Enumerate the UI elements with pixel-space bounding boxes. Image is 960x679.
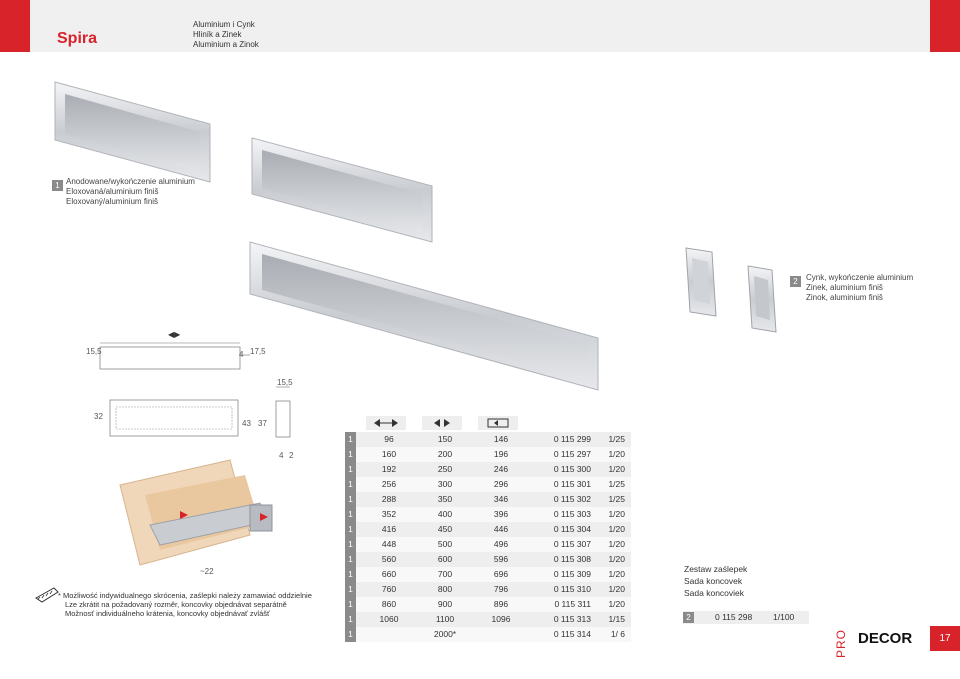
hole-spacing-cell: 448 (381, 539, 397, 549)
page-number: 17 (930, 626, 960, 651)
table-row (345, 507, 631, 522)
dimension-label: 15,5 (277, 378, 293, 387)
row-number: 1 (345, 627, 356, 642)
cutout-cell: 896 (493, 599, 509, 609)
cutout-cell: 496 (493, 539, 509, 549)
row-number: 1 (345, 492, 356, 507)
hole-spacing-cell: 288 (381, 494, 397, 504)
article-code-cell: 0 115 297 (553, 449, 591, 459)
cutout-cell: 296 (493, 479, 509, 489)
row-number: 1 (345, 447, 356, 462)
row-number: 1 (345, 462, 356, 477)
pack-cell: 1/25 (608, 434, 625, 444)
finish-1-line: Eloxovaná/aluminium finiš (66, 187, 159, 196)
pack-cell: 1/20 (608, 509, 625, 519)
pack-cell: 1/20 (608, 464, 625, 474)
dimension-label: 43 (242, 419, 251, 428)
row-number: 1 (345, 507, 356, 522)
material-line: Aluminium a Zinok (193, 40, 259, 49)
installation-illustration (110, 455, 300, 575)
endcap-set-line: Sada koncoviek (684, 588, 745, 598)
finish-1-line: Anodowane/wykończenie aluminium (66, 177, 195, 186)
pack-cell: 1/20 (608, 554, 625, 564)
article-code-cell: 0 115 309 (553, 569, 591, 579)
endcap-set-line: Sada koncovek (684, 576, 743, 586)
hole-spacing-icon (366, 416, 406, 430)
end-cap-photo-1 (686, 248, 716, 316)
length-cell: 2000* (433, 629, 457, 639)
length-cell: 300 (437, 479, 453, 489)
table-row (345, 627, 631, 642)
cutout-length-icon (478, 416, 518, 430)
table-row (345, 567, 631, 582)
finish-2-line: Zinok, aluminium finiš (806, 293, 883, 302)
dimension-label: 17,5 (250, 347, 266, 356)
hole-spacing-cell: 192 (381, 464, 397, 474)
pack-cell: 1/20 (608, 569, 625, 579)
row-number: 1 (345, 597, 356, 612)
table-row (345, 597, 631, 612)
hole-spacing-cell: 160 (381, 449, 397, 459)
table-row (345, 582, 631, 597)
article-code-cell: 0 115 301 (553, 479, 591, 489)
row-number: 1 (345, 567, 356, 582)
hole-spacing-cell: 560 (381, 554, 397, 564)
cutout-cell: 346 (493, 494, 509, 504)
length-cell: 900 (437, 599, 453, 609)
hole-spacing-cell: 760 (381, 584, 397, 594)
hole-spacing-cell: 860 (381, 599, 397, 609)
dimension-label: 4 (279, 451, 284, 460)
length-cell: 800 (437, 584, 453, 594)
article-code-cell: 0 115 307 (553, 539, 591, 549)
cutout-cell: 596 (493, 554, 509, 564)
article-code-cell: 0 115 302 (553, 494, 591, 504)
dimension-label: ~22 (200, 567, 214, 576)
dimension-label: 2 (289, 451, 294, 460)
length-cell: 150 (437, 434, 453, 444)
table-row (345, 492, 631, 507)
svg-text:◀▶: ◀▶ (168, 330, 181, 339)
handle-medium-photo (252, 138, 432, 242)
hole-spacing-cell: 660 (381, 569, 397, 579)
row-number: 1 (345, 522, 356, 537)
cutout-cell: 796 (493, 584, 509, 594)
table-row (345, 522, 631, 537)
hole-spacing-cell: 1060 (379, 614, 399, 624)
header-red-block-right (930, 0, 960, 52)
article-code-cell: 0 115 303 (553, 509, 591, 519)
handle-small-photo (55, 82, 210, 182)
header-length (422, 416, 462, 430)
table-row (345, 462, 631, 477)
article-code-cell: 0 115 314 (553, 629, 591, 639)
page-title: Spira (57, 30, 98, 47)
article-code-cell: 0 115 310 (553, 584, 591, 594)
technical-drawing (80, 325, 310, 465)
article-code-cell: 0 115 311 (554, 599, 591, 609)
table-row (345, 447, 631, 462)
endcap-code: 0 115 298 (715, 612, 753, 622)
header-hole-spacing (366, 416, 406, 430)
length-cell: 450 (437, 524, 453, 534)
pack-cell: 1/15 (608, 614, 625, 624)
length-cell: 700 (437, 569, 453, 579)
length-cell: 400 (437, 509, 453, 519)
row-number: 1 (345, 537, 356, 552)
hole-spacing-cell: 416 (381, 524, 397, 534)
material-line: Aluminium i Cynk (193, 20, 255, 29)
article-code-cell: 0 115 299 (553, 434, 591, 444)
row-number: 1 (345, 552, 356, 567)
length-cell: 500 (437, 539, 453, 549)
table-row (345, 537, 631, 552)
dimension-label: 37 (258, 419, 267, 428)
finish-number-badge: 1 (52, 180, 63, 191)
header-red-block-left (0, 0, 30, 52)
hole-spacing-cell: 96 (384, 434, 394, 444)
dimension-label: 15,5 (86, 347, 102, 356)
length-arrow-icon (422, 416, 462, 430)
end-cap-photo-2 (748, 266, 776, 332)
row-number: 1 (345, 612, 356, 627)
row-number: 1 (345, 477, 356, 492)
article-code-cell: 0 115 304 (553, 524, 591, 534)
length-cell: 350 (437, 494, 453, 504)
article-code-cell: 0 115 308 (553, 554, 591, 564)
pack-cell: 1/25 (608, 479, 625, 489)
article-code-cell: 0 115 300 (553, 464, 591, 474)
endcap-row (683, 611, 809, 624)
cutout-cell: 696 (493, 569, 509, 579)
table-row (345, 432, 631, 447)
table-row (345, 477, 631, 492)
dimension-label: 32 (94, 412, 103, 421)
cutout-cell (481, 627, 521, 642)
table-row (345, 612, 631, 627)
note-line: Lze zkrátit na požadovaný rozměr, koncovky objednávat separátně (65, 600, 287, 609)
pack-cell: 1/20 (608, 449, 625, 459)
cutout-cell: 196 (493, 449, 509, 459)
endcap-set-line: Zestaw zaślepek (684, 564, 748, 574)
cutout-cell: 446 (493, 524, 509, 534)
cutout-cell: 1096 (491, 614, 511, 624)
table-row (345, 552, 631, 567)
length-cell: 200 (437, 449, 453, 459)
row-number: 1 (345, 582, 356, 597)
note-line: Možnosť individuálneho krátenia, koncovky objednávať zvlášť (65, 609, 270, 618)
hole-spacing-cell: 256 (381, 479, 397, 489)
header-bar (30, 0, 930, 52)
brand-pro: PRO (834, 629, 848, 659)
brand-logo: DECOR (858, 630, 913, 647)
pack-cell: 1/20 (608, 539, 625, 549)
cutout-cell: 396 (493, 509, 509, 519)
length-cell: 1100 (435, 614, 455, 624)
pack-cell: 1/20 (608, 599, 625, 609)
pack-cell: 1/20 (608, 584, 625, 594)
finish-2-line: Zinek, aluminium finiš (806, 283, 883, 292)
dimension-label: 4 (239, 350, 244, 359)
article-code-cell: 0 115 313 (553, 614, 591, 624)
finish-2-line: Cynk, wykończenie aluminium (806, 273, 914, 282)
pack-cell: 1/20 (608, 524, 625, 534)
hole-spacing-cell: 352 (381, 509, 397, 519)
pack-cell: 1/25 (608, 494, 625, 504)
cutout-cell: 146 (493, 434, 509, 444)
length-cell: 250 (437, 464, 453, 474)
finish-1-line: Eloxovaný/aluminium finiš (66, 197, 159, 206)
material-line: Hliník a Zinek (193, 30, 242, 39)
endcap-pack: 1/100 (773, 612, 795, 622)
length-cell: 600 (437, 554, 453, 564)
hole-spacing-cell (369, 627, 409, 642)
header-cutout (478, 416, 518, 430)
pack-cell: 1/ 6 (610, 629, 625, 639)
finish-number-badge: 2 (683, 612, 694, 623)
note-line: * Możliwość indywidualnego skrócenia, zaślepki należy zamawiać oddzielnie (58, 591, 312, 600)
finish-number-badge: 2 (790, 276, 801, 287)
row-number: 1 (345, 432, 356, 447)
cutout-cell: 246 (493, 464, 509, 474)
